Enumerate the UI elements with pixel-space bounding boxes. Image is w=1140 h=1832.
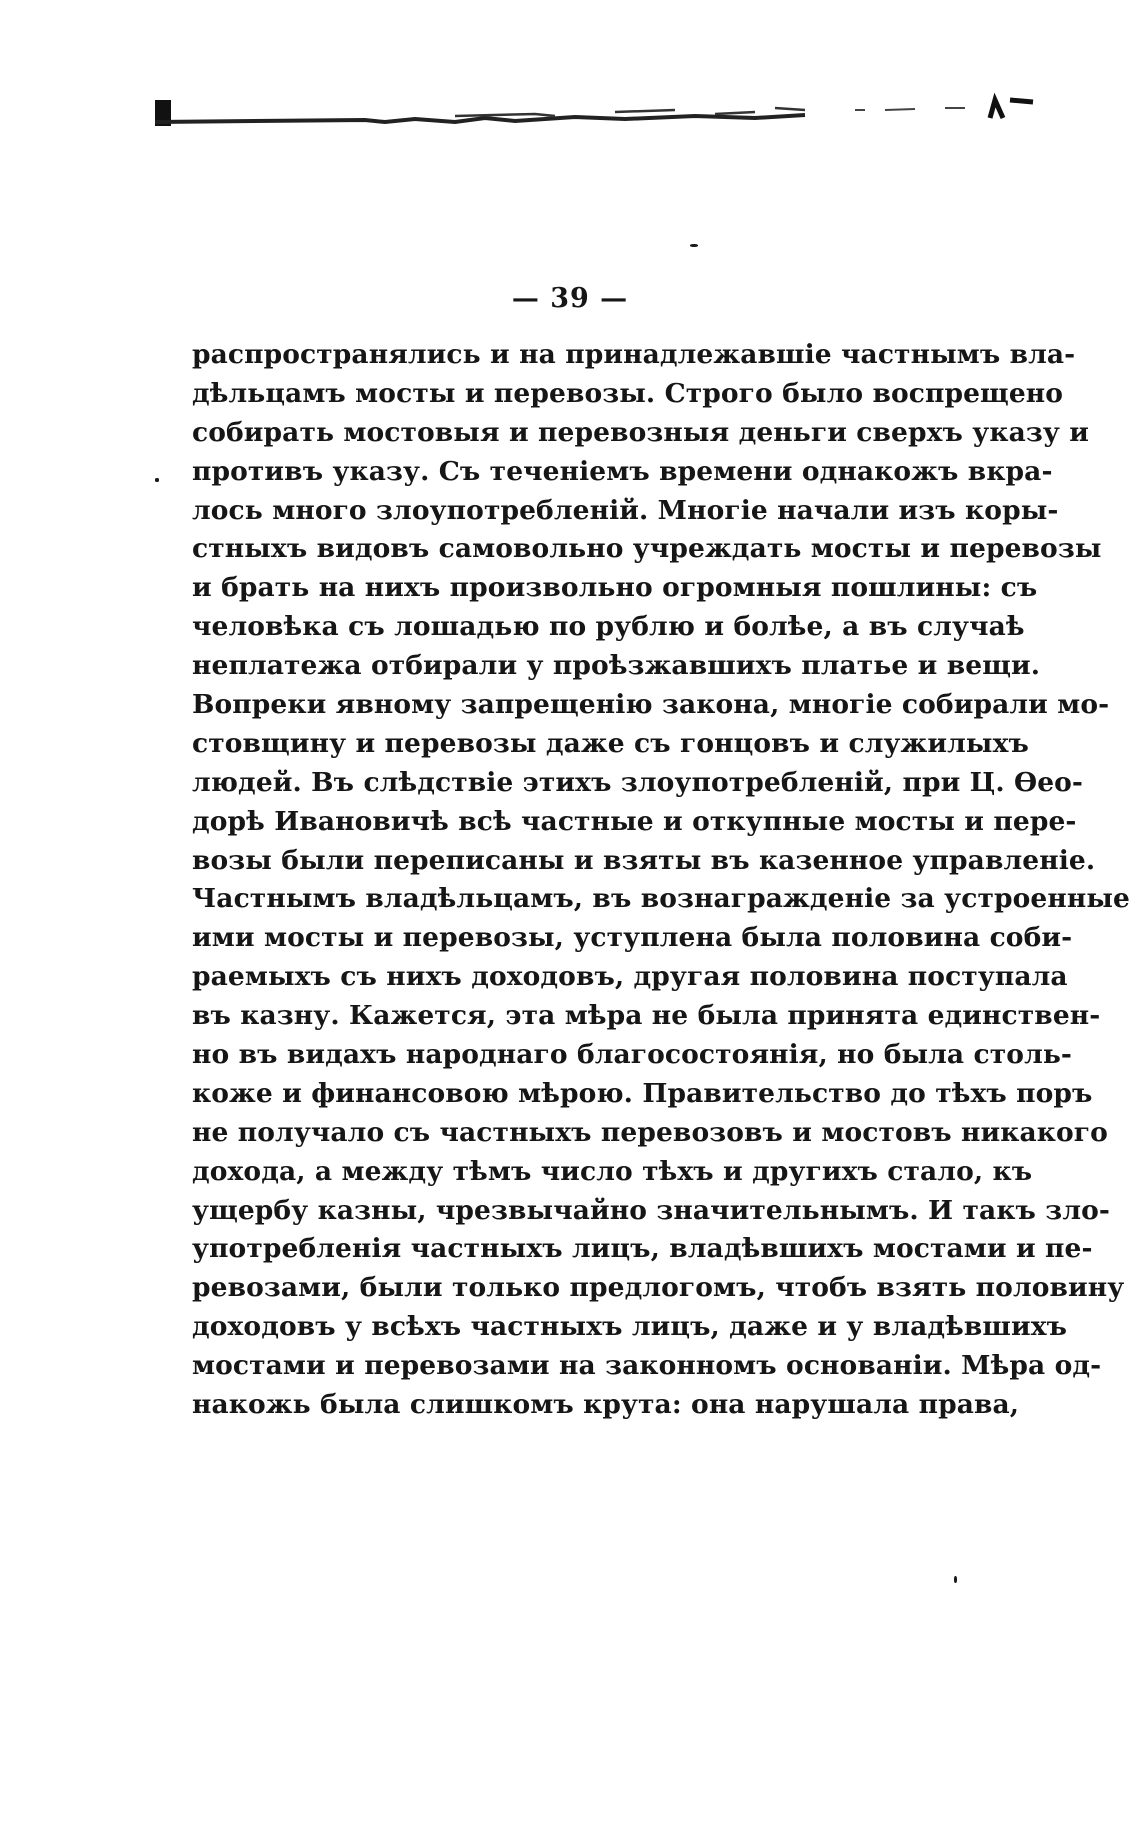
- text-line: доходовъ у всѣхъ частныхъ лицъ, даже и у владѣвшихъ: [192, 1311, 1068, 1343]
- text-line: коже и финансовою мѣрою. Правительство до тѣхъ поръ: [192, 1077, 1093, 1109]
- text-line: ревозами, были только предлогомъ, чтобъ взять половину: [192, 1272, 1125, 1304]
- text-line: стовщину и перевозы даже съ гонцовъ и служилыхъ: [192, 727, 1029, 759]
- text-line: раемыхъ съ нихъ доходовъ, другая половина поступала: [192, 961, 1068, 993]
- text-line: дѣльцамъ мосты и перевозы. Строго было воспрещено: [192, 377, 1064, 409]
- scan-speck: [155, 478, 159, 482]
- text-line: накожь была слишкомъ крута: она нарушала права,: [192, 1389, 1020, 1421]
- text-line: въ казну. Кажется, эта мѣра не была принята единствен-: [192, 1000, 1101, 1032]
- page-number: — 39 —: [511, 283, 629, 314]
- text-line: лось много злоупотребленій. Многіе начали изъ коры-: [192, 494, 1059, 526]
- text-line: дорѣ Ивановичѣ всѣ частные и откупные мосты и пере-: [192, 805, 1077, 837]
- text-line: неплатежа отбирали у проѣзжавшихъ платье и вещи.: [192, 650, 1041, 682]
- text-line: не получало съ частныхъ перевозовъ и мостовъ никакого: [192, 1116, 1108, 1148]
- text-line: стныхъ видовъ самовольно учреждать мосты и перевозы: [192, 533, 1102, 565]
- text-line: мостами и перевозами на законномъ основаніи. Мѣра од-: [192, 1350, 1102, 1382]
- text-line: дохода, а между тѣмъ число тѣхъ и другихъ стало, къ: [192, 1155, 1033, 1187]
- text-line: противъ указу. Съ теченіемъ времени однакожъ вкра-: [192, 455, 1053, 487]
- scan-speck: [690, 244, 698, 247]
- text-line: ущербу казны, чрезвычайно значительнымъ. И такъ зло-: [192, 1194, 1110, 1226]
- text-line: людей. Въ слѣдствіе этихъ злоупотребленій, при Ц. Ѳео-: [192, 766, 1084, 798]
- scan-header-rule: [155, 96, 1055, 136]
- text-line: Частнымъ владѣльцамъ, въ вознагражденіе за устроенные: [192, 883, 1130, 915]
- text-line: человѣка съ лошадью по рублю и болѣе, а въ случаѣ: [192, 611, 1025, 643]
- text-line: собирать мостовыя и перевозныя деньги сверхъ указу и: [192, 416, 1090, 448]
- text-line: и брать на нихъ произвольно огромныя пошлины: съ: [192, 572, 1038, 604]
- text-line: употребленія частныхъ лицъ, владѣвшихъ мостами и пе-: [192, 1233, 1093, 1265]
- text-line: но въ видахъ народнаго благосостоянія, но была столь-: [192, 1039, 1073, 1071]
- text-line: распространялись и на принадлежавшіе частнымъ вла-: [192, 339, 1076, 370]
- text-line: ими мосты и перевозы, уступлена была половина соби-: [192, 922, 1073, 954]
- text-line: возы были переписаны и взяты въ казенное управленіе.: [192, 844, 1096, 876]
- text-line: Вопреки явному запрещенію закона, многіе собирали мо-: [192, 689, 1110, 721]
- body-text: [192, 336, 1130, 1425]
- scan-speck: [954, 1576, 957, 1583]
